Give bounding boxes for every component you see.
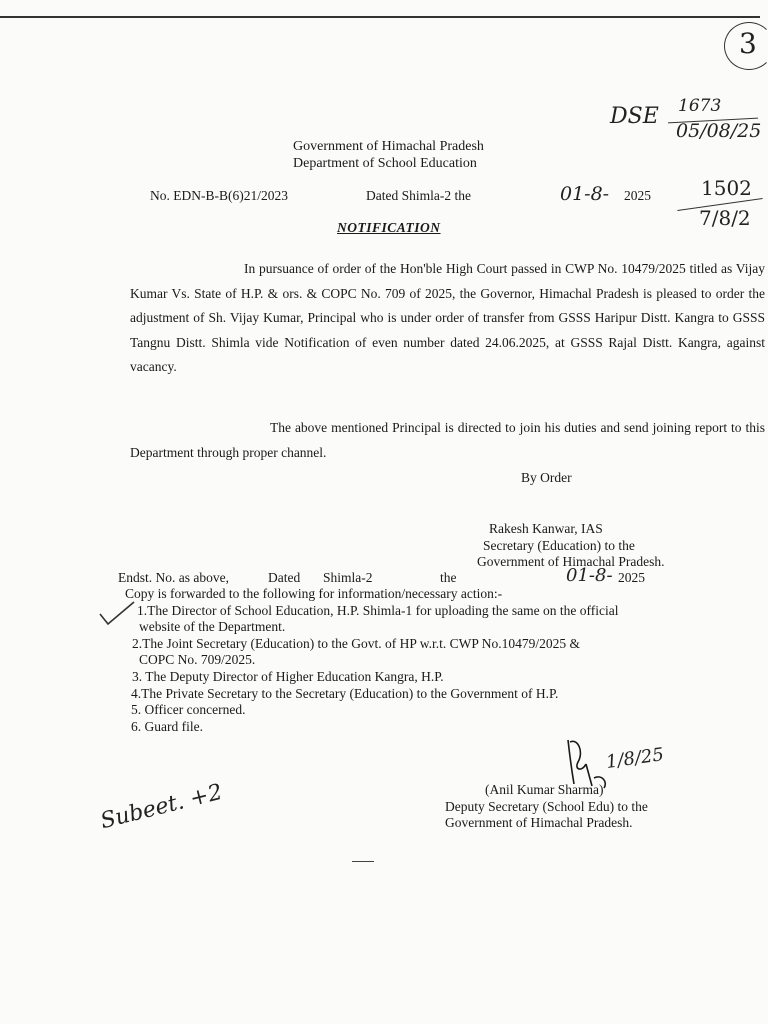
copy-item-2-cont: COPC No. 709/2025. xyxy=(139,652,256,668)
body-paragraph-1 xyxy=(130,257,765,380)
signatory-deputy-name: (Anil Kumar Sharma) xyxy=(485,782,604,797)
notification-title: NOTIFICATION xyxy=(337,220,441,235)
endst-dated: Dated xyxy=(268,570,301,585)
tick-mark-icon xyxy=(98,600,138,630)
handwritten-date: 01-8- xyxy=(560,183,610,205)
diary-note xyxy=(675,176,765,236)
endst-handwritten-date: 01-8- xyxy=(566,565,613,586)
signatory-secretary-designation: Secretary (Education) to the xyxy=(483,537,635,553)
margin-note: Subeet. +2 xyxy=(98,779,225,835)
endst-the: the xyxy=(440,570,457,585)
signatory-secretary-org: Government of Himachal Pradesh. xyxy=(477,554,665,569)
department-header xyxy=(293,138,484,172)
ref-number: No. EDN-B-B(6)21/2023 xyxy=(150,188,288,203)
department-name: Department of School Education xyxy=(293,156,477,171)
signatory-deputy-org: Government of Himachal Pradesh. xyxy=(445,815,633,830)
signatory-deputy xyxy=(445,782,648,832)
copy-list xyxy=(117,586,619,735)
copy-item-1-cont: website of the Department. xyxy=(139,619,286,635)
page-number-circle xyxy=(724,22,768,70)
top-rule xyxy=(0,16,760,18)
endst-prefix: Endst. No. as above, xyxy=(118,570,229,585)
copy-item-1: 1.The Director of School Education, H.P. Shimla-1 for uploading the same on the official xyxy=(137,602,619,618)
endst-place: Shimla-2 xyxy=(323,570,373,585)
dated-label: Dated Shimla-2 the xyxy=(366,188,471,203)
signatory-secretary-name: Rakesh Kanwar, IAS xyxy=(489,521,603,536)
diary-date: 7/8/2 xyxy=(699,206,751,230)
govt-name: Government of Himachal Pradesh xyxy=(293,139,484,154)
endst-year: 2025 xyxy=(618,570,645,585)
copy-item-2: 2.The Joint Secretary (Education) to the Govt. of HP w.r.t. CWP No.10479/2025 & xyxy=(132,635,581,651)
signatory-deputy-designation: Deputy Secretary (School Edu) to the xyxy=(445,798,648,814)
ref-year: 2025 xyxy=(624,188,651,203)
signatory-secretary xyxy=(477,521,664,571)
endorsement-line xyxy=(118,565,718,587)
dse-date: 05/08/25 xyxy=(676,120,762,142)
dse-receipt-note xyxy=(610,96,760,156)
copy-intro: Copy is forwarded to the following for information/necessary action:- xyxy=(125,586,503,601)
copy-item-6: 6. Guard file. xyxy=(131,718,203,734)
signature-date: 1/8/25 xyxy=(604,744,666,773)
diary-number: 1502 xyxy=(701,176,752,200)
dse-number: 1673 xyxy=(678,96,722,116)
copy-item-3: 3. The Deputy Director of Higher Education Kangra, H.P. xyxy=(132,668,444,684)
body-paragraph-2 xyxy=(130,416,765,465)
body-paragraph-1-text: In pursuance of order of the Hon'ble High Court passed in CWP No. 10479/2025 titled as Vijay Kumar Vs. State of H.P. & ors. & COPC No. 709 of 2025, the Governor, Himachal Pradesh is pleased to order the adjustment of Sh. Vijay Kumar, Principal who is under order of transfer from GSSS Haripur Distt. Kangra to GSSS Tangnu Distt. Shimla vide Notification of even number dated 24.06.2025, at GSSS Rajal Distt. Kangra, against vacancy. xyxy=(130,261,765,375)
copy-item-5: 5. Officer concerned. xyxy=(131,702,246,718)
dse-label: DSE xyxy=(610,104,659,129)
body-paragraph-2-text: The above mentioned Principal is directed to join his duties and send joining report to this Department through proper channel. xyxy=(130,420,765,460)
by-order: By Order xyxy=(521,470,572,485)
page-number: 3 xyxy=(739,27,757,60)
stray-mark xyxy=(352,861,374,862)
copy-item-4: 4.The Private Secretary to the Secretary (Education) to the Government of H.P. xyxy=(131,685,559,701)
